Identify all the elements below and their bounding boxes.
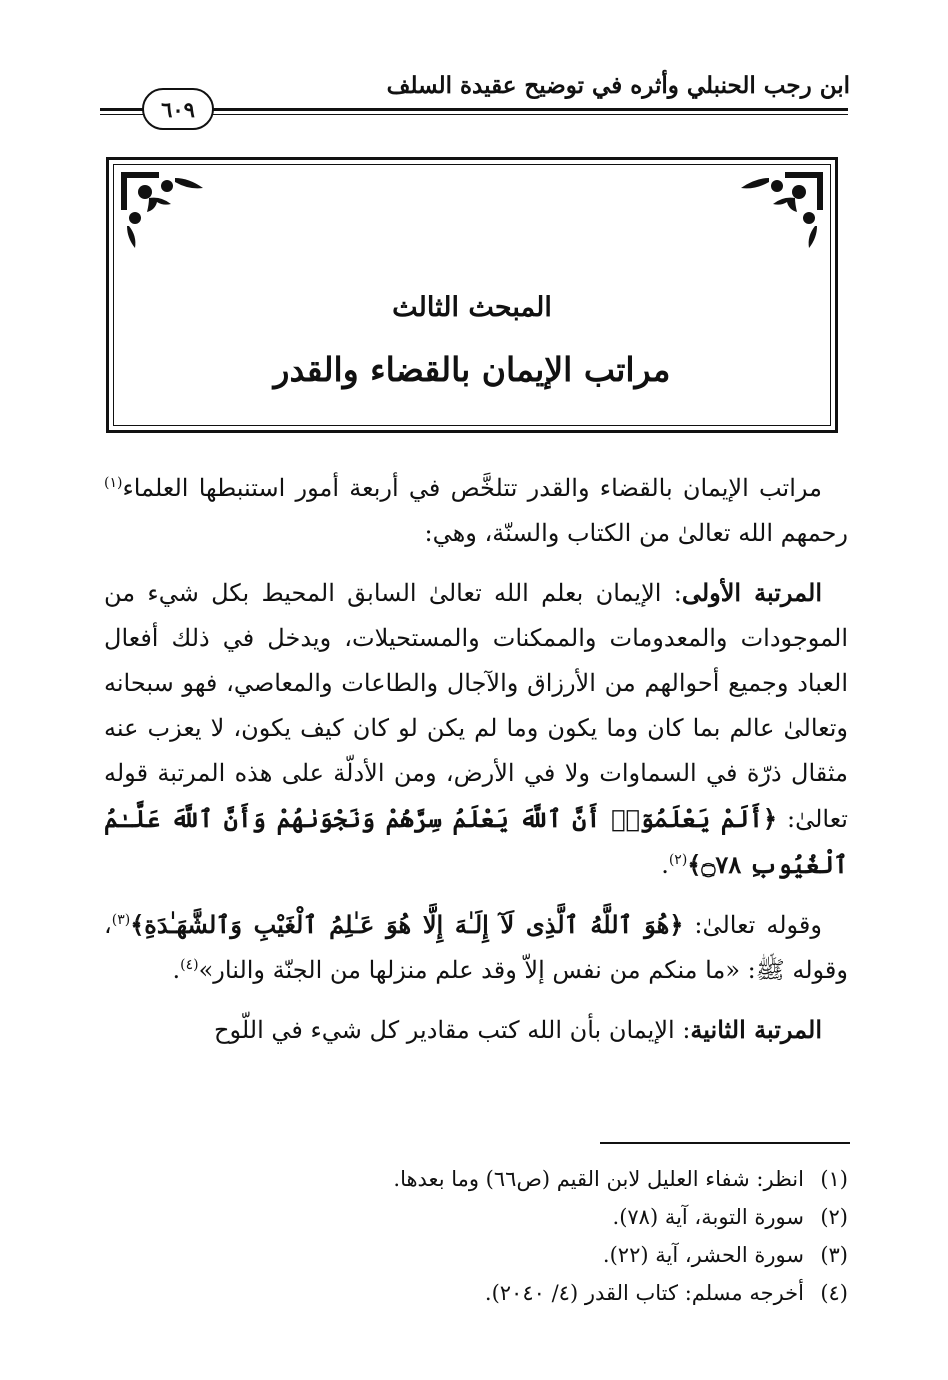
paragraph-verse-hadith: وقوله تعالىٰ: ﴿هُوَ ٱللَّهُ ٱلَّذِى لَآ إِلَـٰهَ إِلَّا هُوَ عَـٰلِمُ ٱلْغَيْبِ وَٱلشَّهَـٰدَةِ﴾$^{(٣)}$، وقوله ﷺ: «ما منكم من نفس إلاّ وقد علم منزلها من الجنّة والنار»$^{(٤)}$.	[104, 910, 848, 984]
body-text	[104, 466, 848, 1067]
rank-heading: المرتبة الثانية	[690, 1015, 822, 1044]
paragraph-rank-one: المرتبة الأولى: الإيمان بعلم الله تعالىٰ السابق المحيط بكل شيء من الموجودات والمعدومات والممكنات والمستحيلات، ويدخل في ذلك أفعال العباد وجميع أحوالهم من الأرزاق والآجال والطاعات والمعاصي، فهو سبحانه وتعالىٰ عالم بما كان وما يكون وما لم يكن لو كان كيف يكون، لا يعزب عنه مثقال ذرّة في السماوات ولا في الأرض، ومن الأدلّة على هذه المرتبة قوله تعالىٰ: ﴿أَلَمْ يَعْلَمُوٓا۟ أَنَّ ٱللَّهَ يَعْلَمُ سِرَّهُمْ وَنَجْوَىٰهُمْ وَأَنَّ ٱللَّهَ عَلَّـٰمُ ٱلْغُيُوبِ ۝٧٨﴾$^{(٢)}$.	[104, 578, 848, 879]
rank-heading: المرتبة الأولى	[681, 578, 822, 607]
paragraph-intro: مراتب الإيمان بالقضاء والقدر تتلخَّص في أربعة أمور استنبطها العلماء$^{(١)}$ رحمهم الله تعالىٰ من الكتاب والسنّة، وهي:	[104, 474, 848, 547]
footnote-ref: (٢)	[668, 852, 688, 868]
quran-verse: ﴿هُوَ ٱللَّهُ ٱلَّذِى لَآ إِلَـٰهَ إِلَّا هُوَ عَـٰلِمُ ٱلْغَيْبِ وَٱلشَّهَـٰدَةِ﴾	[130, 910, 684, 939]
corner-ornament-icon	[737, 170, 825, 250]
footnote-item: (١) انظر: شفاء العليل لابن القيم (ص٦٦) وما بعدها.	[393, 1167, 848, 1191]
quran-verse: ﴿أَلَمْ يَعْلَمُوٓا۟ أَنَّ ٱللَّهَ يَعْلَمُ سِرَّهُمْ وَنَجْوَىٰهُمْ وَأَنَّ ٱللَّهَ عَلَّـٰمُ ٱلْغُيُوبِ ۝٧٨﴾	[104, 804, 848, 879]
footnotes	[104, 1160, 848, 1312]
footnote-ref: (٤)	[180, 957, 199, 973]
section-title-frame	[106, 157, 838, 433]
running-title: ابن رجب الحنبلي وأثره في توضيح عقيدة السلف	[386, 72, 850, 99]
paragraph-rank-two: المرتبة الثانية: الإيمان بأن الله كتب مقادير كل شيء في اللّوح	[213, 1015, 822, 1044]
footnote-ref: (٣)	[111, 912, 131, 928]
hadith-quote: ، وقوله ﷺ: «ما منكم من نفس إلاّ وقد علم منزلها من الجنّة والنار»	[104, 911, 848, 984]
footnote-rule	[600, 1142, 850, 1144]
page-number: ٦٠٩	[142, 88, 214, 130]
footnote-item: (٣) سورة الحشر، آية (٢٢).	[602, 1243, 848, 1267]
section-title: مراتب الإيمان بالقضاء والقدر	[273, 350, 671, 389]
corner-ornament-icon	[119, 170, 207, 250]
footnote-item: (٢) سورة التوبة، آية (٧٨).	[612, 1205, 848, 1229]
section-label: المبحث الثالث	[392, 292, 552, 323]
footnote-item: (٤) أخرجه مسلم: كتاب القدر (٤/ ٢٠٤٠).	[484, 1281, 848, 1305]
footnote-ref: (١)	[104, 475, 123, 491]
